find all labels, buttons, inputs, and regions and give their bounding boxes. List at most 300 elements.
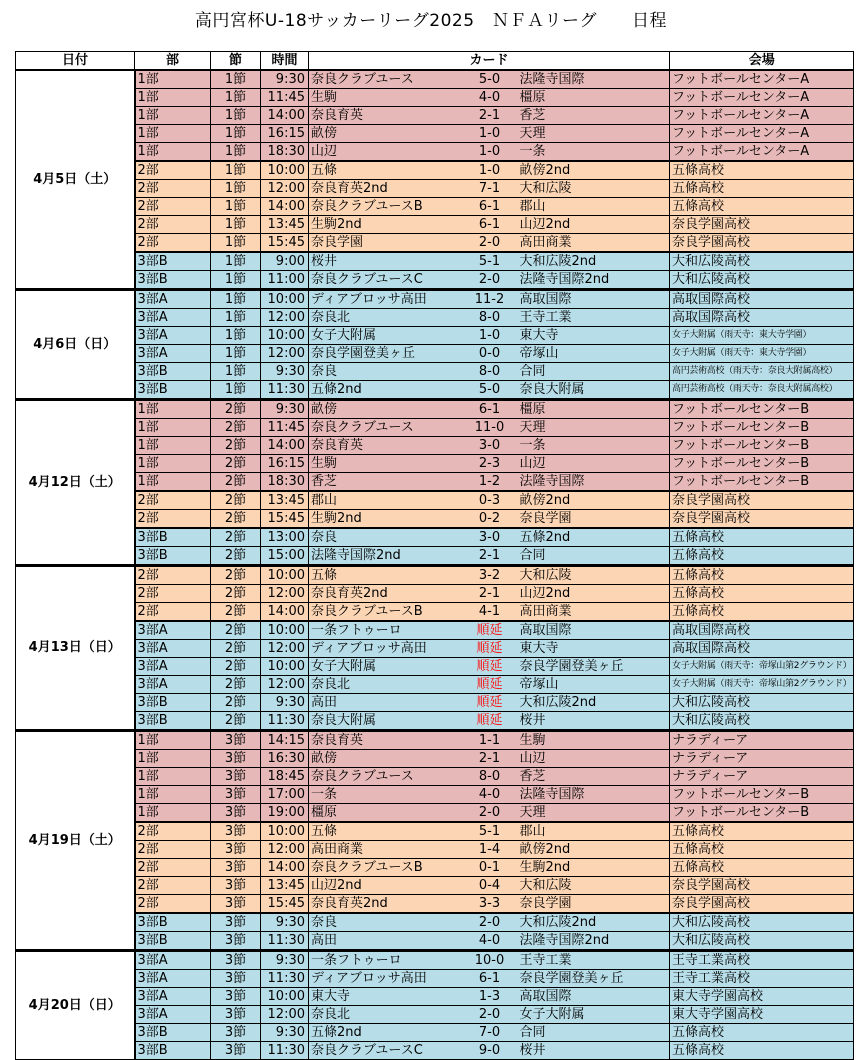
away-team: 合同 <box>518 547 670 566</box>
away-team: 山辺2nd <box>518 585 670 603</box>
match-score: 7-1 <box>462 180 518 198</box>
home-team: 一条フトゥーロ <box>309 951 462 970</box>
home-team: 奈良クラブユースB <box>309 603 462 622</box>
header-venue: 会場 <box>670 52 854 71</box>
match-score: 0-0 <box>462 345 518 363</box>
match-score: 2-0 <box>462 804 518 823</box>
match-score: 2-0 <box>462 234 518 253</box>
match-row <box>16 70 854 89</box>
away-team: 天理 <box>518 804 670 823</box>
kickoff-time: 18:45 <box>261 768 309 786</box>
section-cell: 3節 <box>211 822 261 841</box>
match-row <box>16 252 854 271</box>
home-team: 五條2nd <box>309 381 462 400</box>
away-team: 山辺 <box>518 750 670 768</box>
venue-cell: 五條高校 <box>670 547 854 566</box>
division-cell: 1部 <box>135 89 211 107</box>
away-team: 法隆寺国際 <box>518 70 670 89</box>
away-team: 合同 <box>518 363 670 381</box>
kickoff-time: 13:00 <box>261 528 309 547</box>
division-cell: 1部 <box>135 70 211 89</box>
division-cell: 1部 <box>135 473 211 492</box>
venue-cell: 大和広陵高校 <box>670 694 854 712</box>
kickoff-time: 10:00 <box>261 822 309 841</box>
division-cell: 3部B <box>135 547 211 566</box>
match-date: 4月13日（日） <box>16 566 135 731</box>
match-score: 2-0 <box>462 271 518 290</box>
match-row <box>16 750 854 768</box>
home-team: ディアブロッサ高田 <box>309 290 462 309</box>
home-team: 奈良育英2nd <box>309 895 462 914</box>
division-cell: 2部 <box>135 510 211 529</box>
section-cell: 3節 <box>211 804 261 823</box>
match-row <box>16 768 854 786</box>
away-team: 大和広陵2nd <box>518 694 670 712</box>
away-team: 奈良大附属 <box>518 381 670 400</box>
kickoff-time: 11:30 <box>261 712 309 731</box>
venue-cell: ナラディーア <box>670 731 854 750</box>
division-cell: 1部 <box>135 419 211 437</box>
match-row <box>16 437 854 455</box>
match-score: 4-0 <box>462 89 518 107</box>
venue-cell: 五條高校 <box>670 566 854 585</box>
match-row <box>16 658 854 676</box>
home-team: 畝傍 <box>309 750 462 768</box>
match-score: 2-1 <box>462 107 518 125</box>
venue-cell: フットボールセンターA <box>670 107 854 125</box>
division-cell: 3部B <box>135 381 211 400</box>
match-row <box>16 216 854 234</box>
match-score: 1-1 <box>462 731 518 750</box>
venue-cell: 奈良学園高校 <box>670 895 854 914</box>
away-team: 奈良学園 <box>518 510 670 529</box>
kickoff-time: 11:30 <box>261 381 309 400</box>
venue-cell: 東大寺学園高校 <box>670 988 854 1006</box>
away-team: 桜井 <box>518 712 670 731</box>
kickoff-time: 11:30 <box>261 1042 309 1060</box>
match-score: 5-1 <box>462 822 518 841</box>
schedule-body <box>16 70 854 1060</box>
match-row <box>16 419 854 437</box>
match-row <box>16 841 854 859</box>
section-cell: 2節 <box>211 676 261 694</box>
away-team: 生駒 <box>518 731 670 750</box>
division-cell: 3部A <box>135 621 211 640</box>
section-cell: 1節 <box>211 107 261 125</box>
home-team: 奈良学園 <box>309 234 462 253</box>
division-cell: 1部 <box>135 125 211 143</box>
section-cell: 2節 <box>211 712 261 731</box>
match-row <box>16 1024 854 1042</box>
section-cell: 3節 <box>211 913 261 932</box>
match-score: 順延 <box>462 694 518 712</box>
home-team: 奈良学園登美ヶ丘 <box>309 345 462 363</box>
section-cell: 1節 <box>211 70 261 89</box>
section-cell: 2節 <box>211 400 261 419</box>
match-row <box>16 895 854 914</box>
home-team: 奈良 <box>309 528 462 547</box>
kickoff-time: 9:00 <box>261 252 309 271</box>
division-cell: 3部A <box>135 1006 211 1024</box>
home-team: 奈良北 <box>309 309 462 327</box>
division-cell: 1部 <box>135 731 211 750</box>
away-team: 郡山 <box>518 198 670 216</box>
kickoff-time: 18:30 <box>261 143 309 162</box>
match-row <box>16 473 854 492</box>
section-cell: 3節 <box>211 932 261 951</box>
section-cell: 1節 <box>211 345 261 363</box>
match-row <box>16 198 854 216</box>
venue-cell: 高取国際高校 <box>670 309 854 327</box>
home-team: 奈良育英2nd <box>309 180 462 198</box>
away-team: 高田商業 <box>518 603 670 622</box>
division-cell: 2部 <box>135 841 211 859</box>
venue-cell: 大和広陵高校 <box>670 932 854 951</box>
division-cell: 1部 <box>135 143 211 162</box>
venue-cell: 五條高校 <box>670 198 854 216</box>
match-score: 0-2 <box>462 510 518 529</box>
kickoff-time: 14:00 <box>261 603 309 622</box>
away-team: 高田商業 <box>518 234 670 253</box>
home-team: 五條 <box>309 822 462 841</box>
away-team: 山辺2nd <box>518 216 670 234</box>
kickoff-time: 10:00 <box>261 566 309 585</box>
match-row <box>16 363 854 381</box>
venue-cell: 王寺工業高校 <box>670 951 854 970</box>
division-cell: 2部 <box>135 216 211 234</box>
match-row <box>16 951 854 970</box>
home-team: 法隆寺国際2nd <box>309 547 462 566</box>
kickoff-time: 15:45 <box>261 510 309 529</box>
header-row <box>16 52 854 71</box>
match-row <box>16 731 854 750</box>
match-row <box>16 381 854 400</box>
venue-cell: 女子大附属（雨天寺：帝塚山第2グラウンド） <box>670 676 854 694</box>
home-team: 奈良 <box>309 363 462 381</box>
section-cell: 3節 <box>211 750 261 768</box>
home-team: 奈良 <box>309 913 462 932</box>
section-cell: 2節 <box>211 473 261 492</box>
kickoff-time: 13:45 <box>261 216 309 234</box>
section-cell: 3節 <box>211 859 261 877</box>
match-score: 2-0 <box>462 913 518 932</box>
away-team: 香芝 <box>518 107 670 125</box>
home-team: 奈良クラブユース <box>309 768 462 786</box>
home-team: 五條 <box>309 161 462 180</box>
kickoff-time: 12:00 <box>261 585 309 603</box>
schedule-table <box>15 51 854 1060</box>
kickoff-time: 14:00 <box>261 437 309 455</box>
kickoff-time: 9:30 <box>261 694 309 712</box>
away-team: 奈良学園登美ヶ丘 <box>518 970 670 988</box>
division-cell: 2部 <box>135 198 211 216</box>
home-team: 山辺2nd <box>309 877 462 895</box>
match-row <box>16 400 854 419</box>
match-row <box>16 327 854 345</box>
kickoff-time: 12:00 <box>261 1006 309 1024</box>
match-row <box>16 603 854 622</box>
header-section: 節 <box>211 52 261 71</box>
away-team: 大和広陵2nd <box>518 252 670 271</box>
kickoff-time: 12:00 <box>261 676 309 694</box>
away-team: 大和広陵2nd <box>518 913 670 932</box>
kickoff-time: 10:00 <box>261 161 309 180</box>
division-cell: 1部 <box>135 786 211 804</box>
home-team: 山辺 <box>309 143 462 162</box>
venue-cell: 五條高校 <box>670 841 854 859</box>
kickoff-time: 15:45 <box>261 234 309 253</box>
venue-cell: 王寺工業高校 <box>670 970 854 988</box>
match-row <box>16 345 854 363</box>
home-team: 高田商業 <box>309 841 462 859</box>
home-team: 奈良北 <box>309 1006 462 1024</box>
away-team: 女子大附属 <box>518 1006 670 1024</box>
division-cell: 3部B <box>135 932 211 951</box>
header-date: 日付 <box>16 52 135 71</box>
venue-cell: フットボールセンターA <box>670 125 854 143</box>
kickoff-time: 10:00 <box>261 658 309 676</box>
home-team: 五條2nd <box>309 1024 462 1042</box>
home-team: 高田 <box>309 932 462 951</box>
section-cell: 3節 <box>211 1024 261 1042</box>
kickoff-time: 16:15 <box>261 125 309 143</box>
home-team: 桜井 <box>309 252 462 271</box>
kickoff-time: 9:30 <box>261 1024 309 1042</box>
away-team: 山辺 <box>518 455 670 473</box>
match-score: 3-2 <box>462 566 518 585</box>
home-team: 畝傍 <box>309 400 462 419</box>
match-row <box>16 125 854 143</box>
match-row <box>16 180 854 198</box>
match-row <box>16 694 854 712</box>
section-cell: 2節 <box>211 585 261 603</box>
kickoff-time: 12:00 <box>261 309 309 327</box>
section-cell: 1節 <box>211 271 261 290</box>
away-team: 王寺工業 <box>518 951 670 970</box>
home-team: 奈良クラブユースC <box>309 271 462 290</box>
division-cell: 1部 <box>135 400 211 419</box>
match-score: 3-3 <box>462 895 518 914</box>
match-row <box>16 988 854 1006</box>
venue-cell: 高円芸術高校（雨天寺：奈良大附属高校） <box>670 381 854 400</box>
section-cell: 1節 <box>211 234 261 253</box>
section-cell: 3節 <box>211 951 261 970</box>
division-cell: 1部 <box>135 107 211 125</box>
kickoff-time: 16:30 <box>261 750 309 768</box>
section-cell: 3節 <box>211 841 261 859</box>
kickoff-time: 12:00 <box>261 180 309 198</box>
away-team: 香芝 <box>518 768 670 786</box>
home-team: 畝傍 <box>309 125 462 143</box>
kickoff-time: 10:00 <box>261 988 309 1006</box>
away-team: 合同 <box>518 1024 670 1042</box>
division-cell: 1部 <box>135 768 211 786</box>
away-team: 法隆寺国際 <box>518 786 670 804</box>
kickoff-time: 9:30 <box>261 913 309 932</box>
home-team: 生駒 <box>309 89 462 107</box>
kickoff-time: 13:45 <box>261 877 309 895</box>
away-team: 一条 <box>518 143 670 162</box>
kickoff-time: 11:45 <box>261 89 309 107</box>
home-team: 奈良育英 <box>309 731 462 750</box>
section-cell: 1節 <box>211 327 261 345</box>
division-cell: 2部 <box>135 566 211 585</box>
home-team: 生駒2nd <box>309 216 462 234</box>
division-cell: 1部 <box>135 750 211 768</box>
section-cell: 3節 <box>211 786 261 804</box>
match-row <box>16 640 854 658</box>
away-team: 法隆寺国際 <box>518 473 670 492</box>
section-cell: 3節 <box>211 768 261 786</box>
kickoff-time: 13:45 <box>261 491 309 510</box>
division-cell: 3部A <box>135 345 211 363</box>
section-cell: 3節 <box>211 970 261 988</box>
match-score: 2-0 <box>462 1006 518 1024</box>
section-cell: 2節 <box>211 419 261 437</box>
match-score: 8-0 <box>462 768 518 786</box>
match-score: 5-0 <box>462 381 518 400</box>
home-team: ディアブロッサ高田 <box>309 970 462 988</box>
match-row <box>16 455 854 473</box>
section-cell: 2節 <box>211 603 261 622</box>
match-row <box>16 712 854 731</box>
match-score: 8-0 <box>462 363 518 381</box>
home-team: 奈良クラブユース <box>309 419 462 437</box>
match-score: 0-3 <box>462 491 518 510</box>
match-score: 2-1 <box>462 585 518 603</box>
home-team: 一条 <box>309 786 462 804</box>
venue-cell: 高円芸術高校（雨天寺：奈良大附属高校） <box>670 363 854 381</box>
section-cell: 1節 <box>211 252 261 271</box>
match-score: 11-0 <box>462 419 518 437</box>
venue-cell: 奈良学園高校 <box>670 234 854 253</box>
division-cell: 3部A <box>135 970 211 988</box>
match-row <box>16 309 854 327</box>
match-score: 順延 <box>462 676 518 694</box>
home-team: 奈良育英2nd <box>309 585 462 603</box>
home-team: 女子大附属 <box>309 658 462 676</box>
match-score: 8-0 <box>462 309 518 327</box>
match-score: 6-1 <box>462 400 518 419</box>
match-row <box>16 491 854 510</box>
venue-cell: 奈良学園高校 <box>670 510 854 529</box>
kickoff-time: 11:00 <box>261 271 309 290</box>
match-date: 4月19日（土） <box>16 731 135 951</box>
venue-cell: フットボールセンターB <box>670 473 854 492</box>
match-score: 順延 <box>462 658 518 676</box>
venue-cell: フットボールセンターB <box>670 419 854 437</box>
section-cell: 1節 <box>211 161 261 180</box>
division-cell: 3部B <box>135 712 211 731</box>
division-cell: 3部A <box>135 676 211 694</box>
match-row <box>16 585 854 603</box>
match-score: 1-0 <box>462 327 518 345</box>
division-cell: 3部A <box>135 988 211 1006</box>
match-score: 7-0 <box>462 1024 518 1042</box>
kickoff-time: 12:00 <box>261 640 309 658</box>
section-cell: 2節 <box>211 491 261 510</box>
division-cell: 3部A <box>135 658 211 676</box>
away-team: 畝傍2nd <box>518 491 670 510</box>
division-cell: 3部B <box>135 1042 211 1060</box>
division-cell: 2部 <box>135 161 211 180</box>
match-row <box>16 107 854 125</box>
header-card: カード <box>309 52 670 71</box>
section-cell: 1節 <box>211 309 261 327</box>
venue-cell: 大和広陵高校 <box>670 271 854 290</box>
venue-cell: フットボールセンターA <box>670 89 854 107</box>
kickoff-time: 14:00 <box>261 859 309 877</box>
venue-cell: 奈良学園高校 <box>670 216 854 234</box>
home-team: 女子大附属 <box>309 327 462 345</box>
home-team: 奈良クラブユース <box>309 70 462 89</box>
kickoff-time: 12:00 <box>261 345 309 363</box>
match-score: 1-0 <box>462 125 518 143</box>
venue-cell: 大和広陵高校 <box>670 712 854 731</box>
away-team: 五條2nd <box>518 528 670 547</box>
home-team: 奈良北 <box>309 676 462 694</box>
division-cell: 2部 <box>135 895 211 914</box>
match-row <box>16 822 854 841</box>
away-team: 東大寺 <box>518 327 670 345</box>
match-date: 4月5日（土） <box>16 70 135 290</box>
match-score: 1-3 <box>462 988 518 1006</box>
venue-cell: ナラディーア <box>670 768 854 786</box>
division-cell: 3部B <box>135 528 211 547</box>
section-cell: 2節 <box>211 455 261 473</box>
match-row <box>16 528 854 547</box>
division-cell: 2部 <box>135 822 211 841</box>
kickoff-time: 14:15 <box>261 731 309 750</box>
kickoff-time: 9:30 <box>261 951 309 970</box>
match-date: 4月12日（土） <box>16 400 135 566</box>
kickoff-time: 11:30 <box>261 932 309 951</box>
venue-cell: フットボールセンターB <box>670 437 854 455</box>
home-team: 五條 <box>309 566 462 585</box>
home-team: ディアブロッサ高田 <box>309 640 462 658</box>
venue-cell: 五條高校 <box>670 822 854 841</box>
match-row <box>16 234 854 253</box>
home-team: 奈良クラブユースB <box>309 198 462 216</box>
section-cell: 1節 <box>211 180 261 198</box>
venue-cell: 女子大附属（雨天寺：東大寺学園） <box>670 345 854 363</box>
section-cell: 2節 <box>211 658 261 676</box>
division-cell: 3部A <box>135 309 211 327</box>
section-cell: 2節 <box>211 437 261 455</box>
away-team: 帝塚山 <box>518 345 670 363</box>
away-team: 法隆寺国際2nd <box>518 271 670 290</box>
section-cell: 3節 <box>211 988 261 1006</box>
division-cell: 1部 <box>135 804 211 823</box>
division-cell: 2部 <box>135 491 211 510</box>
match-score: 9-0 <box>462 1042 518 1060</box>
venue-cell: フットボールセンターB <box>670 804 854 823</box>
match-score: 4-0 <box>462 932 518 951</box>
kickoff-time: 11:30 <box>261 970 309 988</box>
away-team: 畝傍2nd <box>518 161 670 180</box>
kickoff-time: 17:00 <box>261 786 309 804</box>
match-row <box>16 859 854 877</box>
match-score: 順延 <box>462 640 518 658</box>
match-date: 4月20日（日） <box>16 951 135 1060</box>
match-score: 1-0 <box>462 143 518 162</box>
home-team: 奈良クラブユースB <box>309 859 462 877</box>
section-cell: 2節 <box>211 621 261 640</box>
division-cell: 2部 <box>135 234 211 253</box>
division-cell: 1部 <box>135 455 211 473</box>
venue-cell: フットボールセンターA <box>670 143 854 162</box>
match-score: 2-3 <box>462 455 518 473</box>
